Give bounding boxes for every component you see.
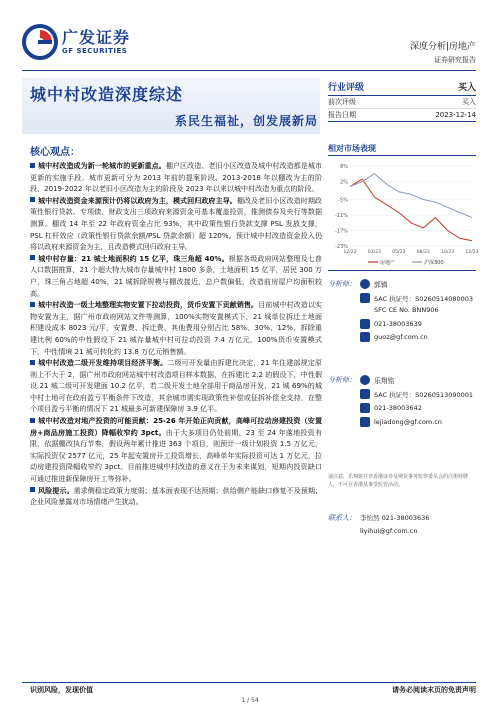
prev-rating-label: 前次评级 <box>328 98 356 106</box>
key-point-paragraph: 城中村改造一级土地整理实物安置下拉动投资，货币安置下贡献销售。目前城中村改造以实物安置为主，据广州市政府网站文件等测算，100%实物安置模式下，21 城单位拆迁土地面积建设成本 8023 元/平，安置费、拆迁费、其他费用分别占比 58%、30%、12%，拆除重建比例 60%的中性假设下 21 城存量城中村可拉动投资 7.4 万亿元，100%货币安置模式下，中性情境 21 城可转化约 13.8 万亿元销售额。 <box>30 300 322 356</box>
report-date-label: 报告日期 <box>328 111 356 119</box>
key-points-body <box>30 160 322 508</box>
y-tick-label: -17% <box>335 228 348 235</box>
key-point-paragraph: 风险提示。需求侧稳定政策力度弱；基本面表现不达预期；供给侧产能缺口修复不及预期；企业风险暴露对市场情绪产生扰动。 <box>30 485 322 507</box>
analyst-note: 请注意，乐翔铭并非香港证券及期货事务监察委员会的注册持牌人，不可在香港从事受监管活动。 <box>328 474 469 488</box>
person-icon <box>360 279 370 289</box>
bullet-icon <box>30 163 35 168</box>
key-point-paragraph: 城中村改造成为新一轮城市的更新重点。棚户区改造、老旧小区改造及城中村改造都是城市更新的实施手段。城市更新可分为 2013 年前的提案阶段、2013-2018 年以棚改为主的阶段、2019-2022 年以老旧小区改造为主的阶段及 2023 年以来以城中村改造为重点的阶段。 <box>30 161 322 194</box>
id-card-icon <box>360 389 370 399</box>
contact-email[interactable]: liyihui@gf.com.cn <box>360 527 418 536</box>
analyst-sfc: SFC CE No. BNN906 <box>374 305 439 314</box>
mail-icon <box>360 417 370 427</box>
analyst-phone: 021-38003639 <box>374 319 422 328</box>
bullet-icon <box>30 418 35 423</box>
analyst-phone: 021-38003642 <box>374 403 422 412</box>
footer-slogan: 识别风险，发现价值 <box>30 686 93 694</box>
x-tick-label: 12/23 <box>465 250 479 255</box>
key-points-title: 核心观点： <box>30 147 80 158</box>
phone-icon <box>360 319 370 329</box>
key-point-paragraph: 城中村改造资金来源预计仍将以政府为主，模式回归政府主导。棚改及老旧小区改造时期政策性银行贷款、专项债、财政支出三项政府来源资金可基本覆盖投资，推测债券及央行等数据测算。棚改 14 年至 22 年政府资金占比 93%，其中政策性银行贷款支撑 PSL 发放支撑，PSL 杠杆效应（政策性银行贷款余额/PSL 贷款余额）超 120%。预计城中村改造资金投入仍将以政府来源资金为主，且改造模式回归政府主导。 <box>30 195 322 252</box>
bullet-icon <box>30 360 35 365</box>
bullet-icon <box>30 255 35 260</box>
rating-value: 买入 <box>457 83 476 93</box>
analyst-block <box>328 374 476 427</box>
y-tick-label: -11% <box>335 213 348 220</box>
key-point-paragraph: 城中村改造对地产投资的可能贡献：25-26 年开始正向贡献，高峰可拉动房建投资（安置房+商品房施工投资）降幅收窄约 3pct。由于大多项目仍处前期，23 至 24 年落地投资有限，依据棚改执行节奏，假设两年累计推进 363 个项目，则预计一级计划投资 1.5 万亿元，实际投资仅 2577 亿元，25 年起安置房开工投资增长，高峰单年实际投资可达 1 万亿元，拉动房建投资降幅收窄约 3pct。目前推进城中村改造的意义在于为未来谋划，短期内投资缺口可通过推进新保障房开工等弥补。 <box>30 416 322 484</box>
key-point-paragraph: 城中村改造二级开发维持项目经济平衡。二级可开发量由拆建比决定，21 年住建部规定原则上不大于 2，据广州市政府网站城中村改造项目样本数据，在拆建比 2.2 的假设下，中性假设 21 城二级可开发建面 10.2 亿平，若二级开发土地全部用于商品房开发，21 城 69%的城中村土地可在政府盈亏平衡条件下改造，其余城市需实现政策性补偿或征拆补偿全支持，在整个项目盈亏平衡的情况下 21 城最多可新建保障房 3.9 亿平。 <box>30 358 322 414</box>
sidebar-divider <box>328 270 476 271</box>
y-tick-label: 2% <box>340 179 348 186</box>
page-number: 1 / 54 <box>241 697 259 704</box>
report-date-value: 2023-12-14 <box>435 111 476 119</box>
analyst-block <box>328 278 476 343</box>
x-tick-label: 12/22 <box>343 250 357 255</box>
x-tick-label: 05/23 <box>392 250 406 255</box>
analyst-email[interactable]: lejiadong@gf.com.cn <box>374 417 442 426</box>
person-icon <box>360 375 370 385</box>
y-tick-label: 8% <box>340 164 348 170</box>
gf-logo-icon <box>22 24 58 60</box>
brand-logo <box>22 20 172 64</box>
report-sub: 证券研究报告 <box>434 56 476 64</box>
x-tick-label: 10/23 <box>440 250 455 255</box>
header-divider <box>22 70 476 71</box>
bullet-icon <box>30 487 35 492</box>
analyst-name: 乐翔铭 <box>374 376 395 385</box>
brand-name-en: GF SECURITIES <box>62 47 128 55</box>
analyst-sac: SAC 执证号：S0260513090001 <box>374 390 474 399</box>
analyst-email[interactable]: guoz@gf.com.cn <box>374 333 428 342</box>
series-line-1 <box>350 174 472 218</box>
sidebar-divider <box>328 155 476 156</box>
footer-divider <box>22 682 476 683</box>
id-card-icon <box>360 293 370 303</box>
chart-title: 相对市场表现 <box>328 144 376 153</box>
report-type: 深度分析|房地产 <box>409 42 476 52</box>
bullet-icon <box>30 197 35 202</box>
legend-label: 沪深300 <box>424 260 444 266</box>
page-subtitle: 系民生福祉，创发展新局 <box>174 114 318 128</box>
x-tick-label: 03/23 <box>367 250 382 255</box>
relative-performance-chart <box>328 160 479 268</box>
key-point-paragraph: 城中村存量：21 城土地面积约 15 亿平，珠三角超 40%。根据各级政府网站整理及七普人口数据推算，21 个超大特大城市存量城中村 1800 多条，土地面积 15 亿平，居民 300 万户，珠三角占地超 40%，21 城拆除规模与棚改接近，总户数偏低，改造前房屋户均面积较高。 <box>30 253 322 298</box>
analyst-role: 分析师： <box>328 375 356 384</box>
prev-rating-value: 买入 <box>462 98 476 106</box>
contact-block <box>328 512 476 537</box>
phone-icon <box>360 403 370 413</box>
legend-label: 房地产 <box>380 260 396 266</box>
contact-name-phone: 李怡然 021-38003636 <box>360 514 430 523</box>
analyst-sac: SAC 执证号：S0260514080003 <box>374 294 474 303</box>
footer-disclaimer[interactable]: 请务必阅读末页的免责声明 <box>392 686 476 694</box>
analyst-role: 分析师： <box>328 279 356 288</box>
brand-name-cn: 广发证券 <box>62 28 131 47</box>
page-title: 城中村改造深度综述 <box>30 85 184 104</box>
contact-role: 联系人： <box>328 513 356 522</box>
analyst-name: 郭镇 <box>374 280 388 289</box>
bullet-icon <box>30 302 35 307</box>
rating-box <box>328 78 476 122</box>
y-tick-label: -23% <box>335 244 348 250</box>
x-tick-label: 08/23 <box>416 250 430 255</box>
rating-label: 行业评级 <box>328 83 365 93</box>
y-tick-label: -5% <box>338 197 348 204</box>
mail-icon <box>360 332 370 342</box>
